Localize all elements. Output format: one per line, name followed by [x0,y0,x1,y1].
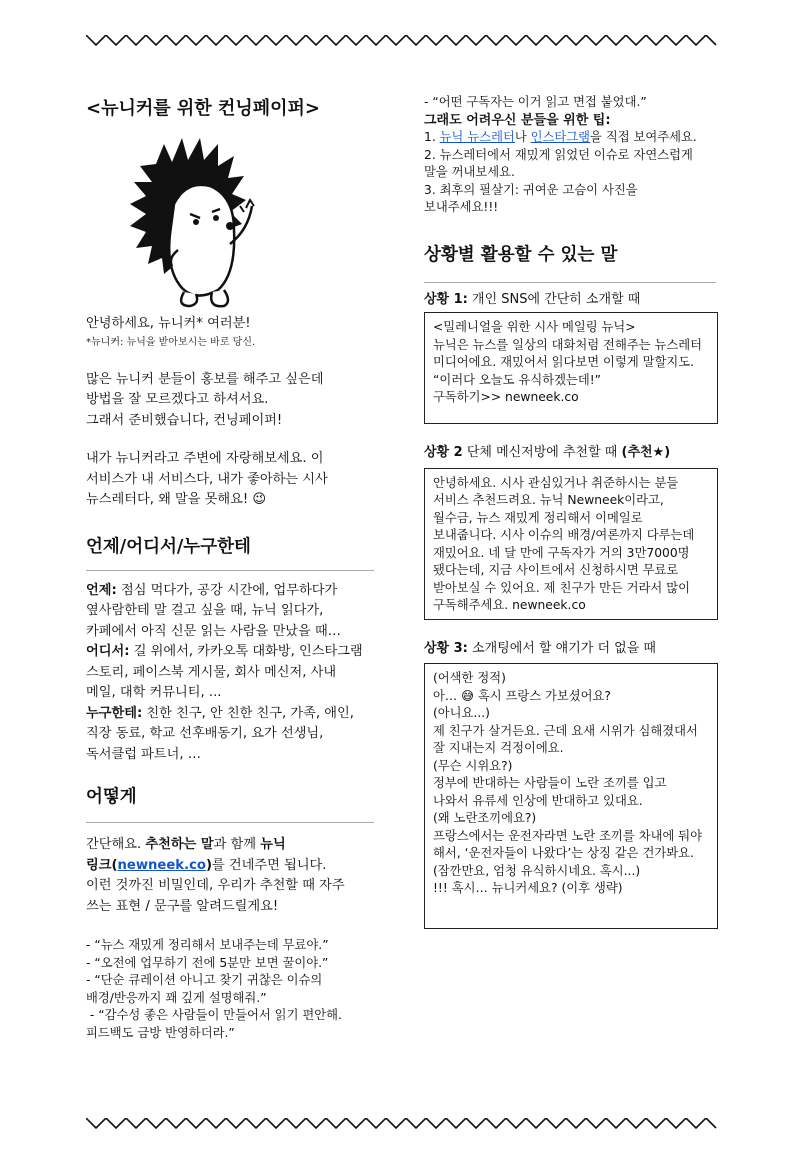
newneek-link[interactable]: newneek.co [117,857,206,873]
newsletter-link[interactable]: 뉴닉 뉴스레터 [439,130,515,144]
divider [86,570,374,571]
list-item: - “단순 큐레이션 아니고 찾기 귀찮은 이슈의 [86,973,323,987]
tip-1: 1. 뉴닉 뉴스레터나 인스타그램을 직접 보여주세요. [424,130,697,144]
when-label: 언제: [86,582,117,598]
top-quote: - “어떤 구독자는 이거 읽고 면접 붙었대.” [424,95,647,109]
left-column [86,94,386,1042]
bottom-zigzag-border [86,1118,718,1130]
tip-3: 3. 최후의 필살기: 귀여운 고슴이 사진을 [424,182,638,197]
tips-title: 그래도 어려우신 분들을 위한 팁: [424,112,611,128]
list-item: - “감수성 좋은 사람들이 만들어서 읽기 편안해. [86,1008,342,1022]
case-3-box: (어색한 정적) 아… 😅 혹시 프랑스 가보셨어요? (아니요...) 제 친구가 살거든요. 근데 요새 시위가 심해졌대서 잘 지내는지 걱정이에요. (무슨 시위요?) 정부에 반대하는 사람들이 노란 조끼를 입고 나와서 유류세 인상에 반대하고 있대요. (왜 노란조끼에요?) 프랑스에서는 운전자라면 노란 조끼를 차내에 둬야 해서, ‘운전자들이 나왔다’는 상징 같은 건가봐요. (잠깐만요, 엄청 유식하시네요. 혹시...) !!! 혹시… 뉴니커세요? (이후 생략) [424,663,718,929]
divider [86,822,374,823]
intro-paragraph: 많은 뉴니커 분들이 홍보를 해주고 싶은데 방법을 잘 모르겠다고 하셔서요. 그래서 준비했습니다, 컨닝페이퍼! [86,371,324,428]
tip-2: 2. 뉴스레터에서 재밌게 읽었던 이슈로 자연스럽게 [424,147,693,162]
divider [424,282,716,283]
right-column: - “어떤 구독자는 이거 읽고 면접 붙었대.” 그래도 어려우신 분들을 위한 팁: 1. 뉴닉 뉴스레터나 인스타그램을 직접 보여주세요. 2. 뉴스레터에서 재밌게 읽었던 이슈로 자연스럽게 말을 꺼내보세요. 3. 최후의 필살기: 귀여운 고슴이 사진을 보내주세요!!! 상황별 활용할 수 있는 말 상황 1: 개인 SNS에 간단히 소개할 때 <밀레니얼을 위한 시사 메일링 뉴닉> 뉴닉은 뉴스를 일상의 대화처럼 전해주는 뉴스레터 미디어에요. 재밌어서 읽다보면 이렇게 말할지도. “이러다 오늘도 유식하겠는데!” 구독하기>> newneek.co 상황 2 단체 메신저방에 추천할 때 (추천★) 안녕하세요. 시사 관심있거나 취준하시는 분들 서비스 추천드려요. 뉴닉 Newneek이라고, 월수금, 뉴스 재밌게 정리해서 이메일로 보내줍니다. 시사 이슈의 배경/여론까지 다루는데 재밌어요. 네 달 만에 구독자가 거의 3만7000명 됐다는데, 지금 사이트에서 신청하시면 무료로 받아보실 수 있어요. 제 친구가 만든 거라서 많이 구독해주세요. newneek.co 상황 3: 소개팅에서 할 얘기가 더 없을 때 (어색한 정적) 아… 😅 혹시 프랑스 가보셨어요? (아니요...) 제 친구가 살거든요. 근데 요새 시위가 심해졌대서 잘 지내는지 걱정이에요. (무슨 시위요?) 정부에 반대하는 사람들이 노란 조끼를 입고 나와서 유류세 인상에 반대하고 있대요. (왜 노란조끼에요?) 프랑스에서는 운전자라면 노란 조끼를 차내에 둬야 해서, ‘운전자들이 나왔다’는 상징 같은 건가봐요. (잠깐만요, 엄청 유식하시네요. 혹시...) !!! 혹시… 뉴니커세요? (이후 생략) [424,94,719,929]
heading-situations: 상황별 활용할 수 있는 말 [424,244,618,265]
case-3-title: 상황 3: 소개팅에서 할 얘기가 더 없을 때 [424,640,656,656]
instagram-link[interactable]: 인스타그램 [530,130,591,144]
heading-how: 어떻게 [86,787,137,807]
case-2-title: 상황 2 단체 메신저방에 추천할 때 (추천★) [424,445,671,460]
who-label: 누구한테: [86,705,143,721]
page-title: <뉴니커를 위한 컨닝페이퍼> [86,98,320,119]
case-1-title: 상황 1: 개인 SNS에 간단히 소개할 때 [424,291,641,307]
when-where-who-list: 언제: 점심 먹다가, 공강 시간에, 업무하다가 옆사람한테 말 걸고 싶을 때, 뉴닉 읽다가, 카페에서 아직 신문 읽는 사람을 만났을 때… 어디서: 길 위에서, 카카오톡 대화방, 인스타그램 스토리, 페이스북 게시물, 회사 메신저, 사내 메일, 대학 커뮤니티, ... 누구한테: 친한 친구, 안 친한 친구, 가족, 애인, 직장 동료, 학교 선후배동기, 요가 선생님, 독서클럽 파트너, … [86,582,363,762]
list-item: - “뉴스 재밌게 정리해서 보내주는데 무료야.” [86,938,329,952]
case-1-box: <밀레니얼을 위한 시사 메일링 뉴닉> 뉴닉은 뉴스를 일상의 대화처럼 전해주는 뉴스레터 미디어에요. 재밌어서 읽다보면 이렇게 말할지도. “이러다 오늘도 유식하겠는데!” 구독하기>> newneek.co [424,312,718,424]
top-zigzag-border [86,35,718,47]
where-label: 어디서: [86,644,130,659]
case-2-box: 안녕하세요. 시사 관심있거나 취준하시는 분들 서비스 추천드려요. 뉴닉 Newneek이라고, 월수금, 뉴스 재밌게 정리해서 이메일로 보내줍니다. 시사 이슈의 배경/여론까지 다루는데 재밌어요. 네 달 만에 구독자가 거의 3만7000명 됐다는데, 지금 사이트에서 신청하시면 무료로 받아보실 수 있어요. 제 친구가 만든 거라서 많이 구독해주세요. newneek.co [424,468,718,620]
footnote: *뉴니커: 뉴닉을 받아보시는 바로 당신. [86,336,256,348]
pitch-paragraph: 내가 뉴니커라고 주변에 자랑해보세요. 이 서비스가 내 서비스다, 내가 좋아하는 시사 뉴스레터다, 왜 말을 못해요! 😉 [86,451,328,507]
greeting: 안녕하세요, 뉴니커* 여러분! [86,316,251,331]
quote-list: - “뉴스 재밌게 정리해서 보내주는데 무료야.” - “오전에 업무하기 전에 5분만 보면 꿀이야.” - “단순 큐레이션 아니고 찾기 귀찮은 이슈의 배경/반응까지 꽤 깊게 설명해줘.” - “감수성 좋은 사람들이 만들어서 읽기 편안해. 피드백도 금방 반영하더라.” [86,937,386,1042]
hedgehog-mascot-illustration [126,134,256,314]
list-item: - “오전에 업무하기 전에 5분만 보면 꿀이야.” [86,955,329,970]
heading-when-where-who: 언제/어디서/누구한테 [86,536,251,557]
how-paragraph: 간단해요. 추천하는 말과 함께 뉴닉 링크(newneek.co)를 건네주면 됩니다. 이런 것까진 비밀인데, 우리가 추천할 때 자주 쓰는 표현 / 문구를 알려드릴게요! [86,837,345,914]
